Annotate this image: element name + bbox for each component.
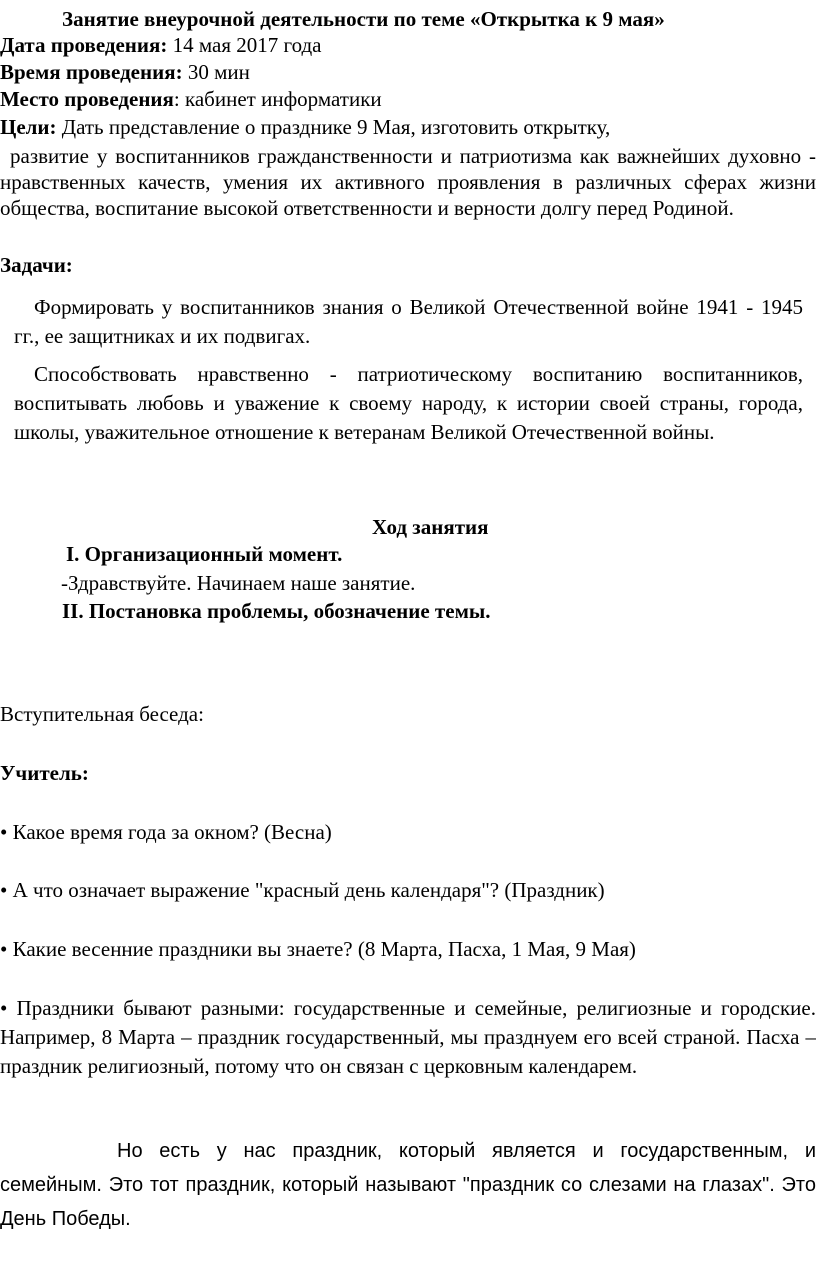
holidays-paragraph: • Праздники бывают разными: государственные и семейные, религиозные и городские. Например, 8 Марта – праздник государственный, мы празднуем его всей страной. Пасха – праздник религиозный, потому что он связан с церковным календарем. xyxy=(0,996,816,1078)
lesson-step-2: II. Постановка проблемы, обозначение темы. xyxy=(62,599,491,623)
intro-talk: Вступительная беседа: xyxy=(0,702,204,726)
place-label: Место проведения xyxy=(0,87,174,111)
goals-first-line: Дать представление о празднике 9 Мая, изготовить открытку, xyxy=(56,115,611,139)
tasks-label: Задачи: xyxy=(0,253,73,277)
date-label: Дата проведения: xyxy=(0,33,168,57)
goals-label: Цели: xyxy=(0,115,57,139)
greeting-line: -Здравствуйте. Начинаем наше занятие. xyxy=(61,571,416,595)
time-label: Время проведения: xyxy=(0,60,183,84)
question-3: • Какие весенние праздники вы знаете? (8 Марта, Пасха, 1 Мая, 9 Мая) xyxy=(0,937,636,961)
lesson-step-1: I. Организационный момент. xyxy=(66,542,343,566)
question-2: • А что означает выражение "красный день календаря"? (Праздник) xyxy=(0,878,605,902)
document-title: Занятие внеурочной деятельности по теме «Открытка к 9 мая» xyxy=(62,7,665,31)
time-value: 30 мин xyxy=(182,60,250,84)
question-1: • Какое время года за окном? (Весна) xyxy=(0,820,332,844)
goals-paragraph: развитие у воспитанников гражданственности и патриотизма как важнейших духовно - нравственных качеств, умения их активного проявления в различных сферах жизни общества, воспитание высокой ответственности и верности долгу перед Родиной. xyxy=(0,144,816,220)
place-value: : кабинет информатики xyxy=(173,87,382,111)
goals-line xyxy=(0,114,610,140)
teacher-label: Учитель: xyxy=(0,761,89,785)
place-line xyxy=(0,86,382,112)
task-1: Формировать у воспитанников знания о Великой Отечественной войне 1941 - 1945 гг., ее защитниках и их подвигах. xyxy=(14,295,803,348)
task-2: Способствовать нравственно - патриотическому воспитанию воспитанников, воспитывать любовь и уважение к своему народу, к истории своей страны, города, школы, уважительное отношение к ветеранам Великой Отечественной войны. xyxy=(14,362,803,444)
victory-day-paragraph: Но есть у нас праздник, который является и государственным, и семейным. Это тот праздник, который называют "праздник со слезами на глазах". Это День Победы. xyxy=(0,1140,816,1230)
date-line xyxy=(0,32,322,58)
lesson-heading: Ход занятия xyxy=(372,515,489,539)
date-value: 14 мая 2017 года xyxy=(167,33,322,57)
time-line xyxy=(0,59,250,85)
